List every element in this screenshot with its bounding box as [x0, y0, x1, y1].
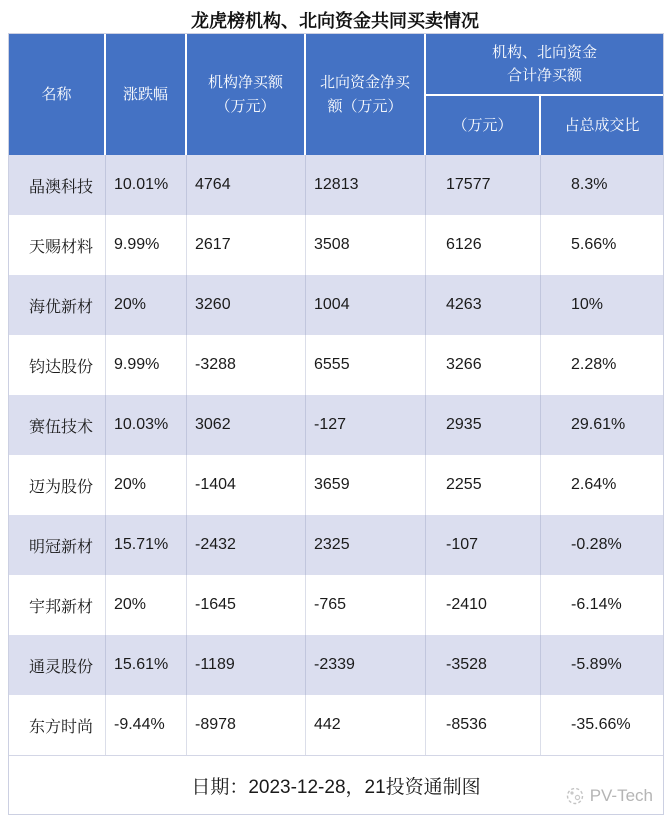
change-cell: -9.44%: [106, 695, 187, 755]
change-cell: 9.99%: [106, 335, 187, 395]
change-cell: 20%: [106, 575, 187, 635]
stock-name-cell: 赛伍技术: [9, 395, 106, 455]
combined-amount-cell: 17577: [426, 155, 541, 215]
col-header-north-line1: 北向资金净买: [319, 74, 410, 92]
stock-name-cell: 海优新材: [9, 275, 106, 335]
combined-amount-cell: -107: [426, 515, 541, 575]
north-net-buy-cell: 2325: [306, 515, 426, 575]
table-row: [9, 635, 663, 695]
table-header: [9, 34, 663, 155]
north-net-buy-cell: 3508: [306, 215, 426, 275]
inst-net-buy-cell: 3062: [187, 395, 306, 455]
watermark-label: PV-Tech: [589, 786, 653, 805]
north-net-buy-cell: 6555: [306, 335, 426, 395]
combined-amount-cell: 6126: [426, 215, 541, 275]
ratio-cell: 2.28%: [571, 356, 617, 373]
combined-amount-cell: 2935: [426, 395, 541, 455]
change-cell: 20%: [106, 455, 187, 515]
inst-net-buy-cell: -2432: [187, 515, 306, 575]
combined-amount-cell: -8536: [426, 695, 541, 755]
change-cell: 20%: [106, 275, 187, 335]
combined-amount-cell: 2255: [426, 455, 541, 515]
change-cell: 15.71%: [106, 515, 187, 575]
col-header-combined-ratio: 占总成交比: [541, 96, 663, 155]
inst-net-buy-cell: -3288: [187, 335, 306, 395]
stock-name-cell: 明冠新材: [9, 515, 106, 575]
col-header-combined-line2: 合计净买额: [506, 67, 582, 84]
inst-net-buy-cell: -1189: [187, 635, 306, 695]
combined-amount-cell: 3266: [426, 335, 541, 395]
date-note: 日期：2023-12-28，21投资通制图: [191, 776, 481, 798]
inst-net-buy-cell: -8978: [187, 695, 306, 755]
stock-name-cell: 天赐材料: [9, 215, 106, 275]
inst-net-buy-cell: -1645: [187, 575, 306, 635]
table-row: [9, 515, 663, 575]
table-row: [9, 575, 663, 635]
north-net-buy-cell: 442: [306, 695, 426, 755]
north-net-buy-cell: -127: [306, 395, 426, 455]
stock-name-cell: 东方时尚: [9, 695, 106, 755]
table-row: [9, 275, 663, 335]
col-header-inst-line2: （万元）: [215, 97, 276, 115]
table-footer: [9, 755, 663, 814]
stock-name-cell: 通灵股份: [9, 635, 106, 695]
north-net-buy-cell: 1004: [306, 275, 426, 335]
ratio-cell: 2.64%: [571, 476, 617, 493]
col-header-name: 名称: [9, 34, 106, 155]
stock-name-cell: 晶澳科技: [9, 155, 106, 215]
change-cell: 10.03%: [106, 395, 187, 455]
ratio-cell: 8.3%: [571, 176, 608, 193]
stock-name-cell: 宇邦新材: [9, 575, 106, 635]
combined-amount-cell: 4263: [426, 275, 541, 335]
table-row: [9, 155, 663, 215]
change-cell: 15.61%: [106, 635, 187, 695]
col-header-inst-line1: 机构净买额: [207, 74, 283, 92]
page-title: 龙虎榜机构、北向资金共同买卖情况: [191, 11, 479, 31]
col-header-north-net-buy: [306, 34, 426, 155]
inst-net-buy-cell: 4764: [187, 155, 306, 215]
ratio-cell: 29.61%: [571, 416, 626, 433]
inst-net-buy-cell: 2617: [187, 215, 306, 275]
col-header-north-line2: 额（万元）: [327, 97, 403, 115]
col-header-combined-group: [426, 34, 663, 96]
inst-net-buy-cell: 3260: [187, 275, 306, 335]
table-row: [9, 455, 663, 515]
inst-net-buy-cell: -1404: [187, 455, 306, 515]
north-net-buy-cell: -2339: [306, 635, 426, 695]
combined-amount-cell: -3528: [426, 635, 541, 695]
stock-name-cell: 钧达股份: [9, 335, 106, 395]
col-header-change: 涨跌幅: [106, 34, 187, 155]
watermark: [565, 786, 653, 806]
ratio-cell: 10%: [571, 296, 604, 313]
combined-amount-cell: -2410: [426, 575, 541, 635]
col-header-inst-net-buy: [187, 34, 306, 155]
ratio-cell: -35.66%: [571, 716, 631, 733]
ratio-cell: -0.28%: [571, 536, 622, 553]
table-row: [9, 695, 663, 755]
table-row: [9, 335, 663, 395]
table-row: [9, 395, 663, 455]
change-cell: 9.99%: [106, 215, 187, 275]
pv-tech-logo-icon: [565, 786, 585, 806]
ratio-cell: -6.14%: [571, 596, 622, 613]
north-net-buy-cell: 12813: [306, 155, 426, 215]
change-cell: 10.01%: [106, 155, 187, 215]
col-header-combined-line1: 机构、北向资金: [491, 43, 597, 61]
ratio-cell: -5.89%: [571, 656, 622, 673]
table-row: [9, 215, 663, 275]
north-net-buy-cell: -765: [306, 575, 426, 635]
data-table: [8, 33, 664, 815]
ratio-cell: 5.66%: [571, 236, 617, 253]
stock-name-cell: 迈为股份: [9, 455, 106, 515]
col-header-combined-amount: （万元）: [426, 96, 541, 155]
north-net-buy-cell: 3659: [306, 455, 426, 515]
